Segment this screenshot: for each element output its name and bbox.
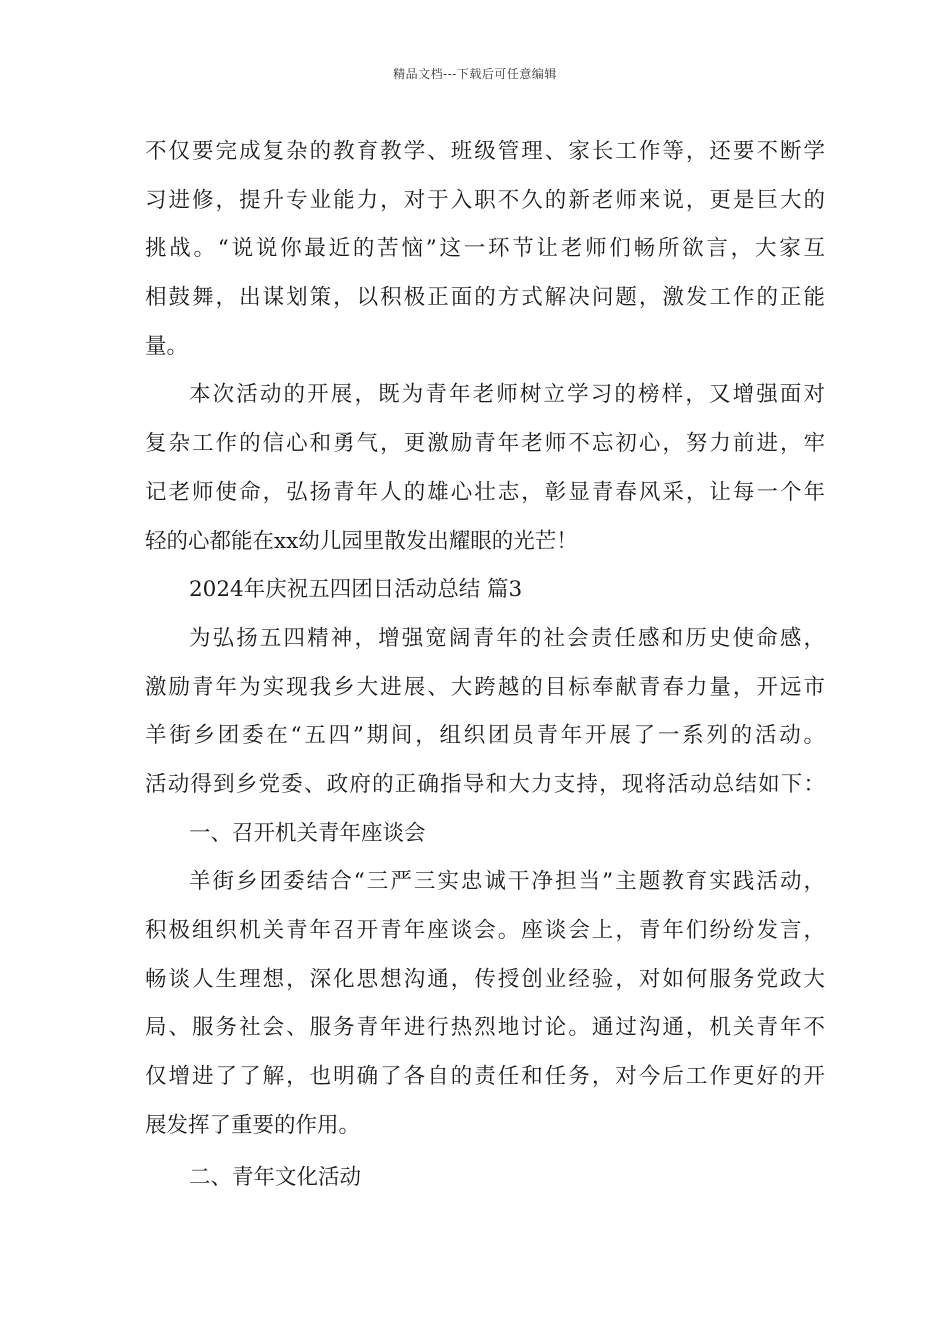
section-title-3	[145, 566, 825, 615]
text-line: 挑战。“说说你最近的苦恼”这一环节让老师们畅所欲言，大家互	[145, 236, 825, 262]
text-line: 局、服务社会、服务青年进行热烈地讨论。通过沟通，机关青年不	[145, 1015, 825, 1041]
text-line: 本次活动的开展，既为青年老师树立学习的榜样，又增强面对	[189, 382, 825, 408]
text-line: 2024年庆祝五四团日活动总结 篇3	[189, 577, 523, 603]
page-header: 精品文档---下载后可任意编辑	[393, 67, 557, 81]
paragraph-2	[145, 371, 825, 566]
paragraph-4	[145, 858, 825, 1150]
text-line: 仅增进了了解，也明确了各自的责任和任务，对今后工作更好的开	[145, 1064, 825, 1090]
subheading-1	[145, 810, 825, 859]
text-line: 量。	[145, 333, 189, 359]
paragraph-1	[145, 128, 825, 371]
text-line: 不仅要完成复杂的教育教学、班级管理、家长工作等，还要不断学	[145, 139, 825, 164]
text-line: 畅谈人生理想，深化思想沟通，传授创业经验，对如何服务党政大	[145, 966, 825, 992]
text-line: 一、召开机关青年座谈会	[189, 820, 426, 846]
text-line: 二、青年文化活动	[189, 1165, 362, 1191]
text-line: 羊街乡团委在“五四”期间，组织团员青年开展了一系列的活动。	[145, 723, 825, 749]
text-line: 记老师使命，弘扬青年人的雄心壮志，彰显青春风采，让每一个年	[145, 479, 825, 505]
text-line: 复杂工作的信心和勇气，更激励青年老师不忘初心，努力前进，牢	[145, 431, 825, 457]
document-body	[145, 128, 825, 1203]
subheading-2	[145, 1154, 825, 1203]
text-line: 羊街乡团委结合“三严三实忠诚干净担当”主题教育实践活动，	[189, 869, 825, 895]
text-line: 展发挥了重要的作用。	[145, 1112, 361, 1138]
text-line: 相鼓舞，出谋划策，以积极正面的方式解决问题，激发工作的正能	[145, 285, 825, 311]
text-line: 为弘扬五四精神，增强宽阔青年的社会责任感和历史使命感，	[189, 625, 825, 651]
text-line: 习进修，提升专业能力，对于入职不久的新老师来说，更是巨大的	[145, 187, 825, 213]
paragraph-3	[145, 615, 825, 810]
text-line: 轻的心都能在xx幼儿园里散发出耀眼的光芒！	[145, 528, 578, 554]
text-line: 激励青年为实现我乡大进展、大跨越的目标奉献青春力量，开远市	[145, 674, 825, 700]
text-line: 活动得到乡党委、政府的正确指导和大力支持，现将活动总结如下：	[145, 771, 825, 797]
text-line: 积极组织机关青年召开青年座谈会。座谈会上，青年们纷纷发言，	[145, 918, 825, 943]
